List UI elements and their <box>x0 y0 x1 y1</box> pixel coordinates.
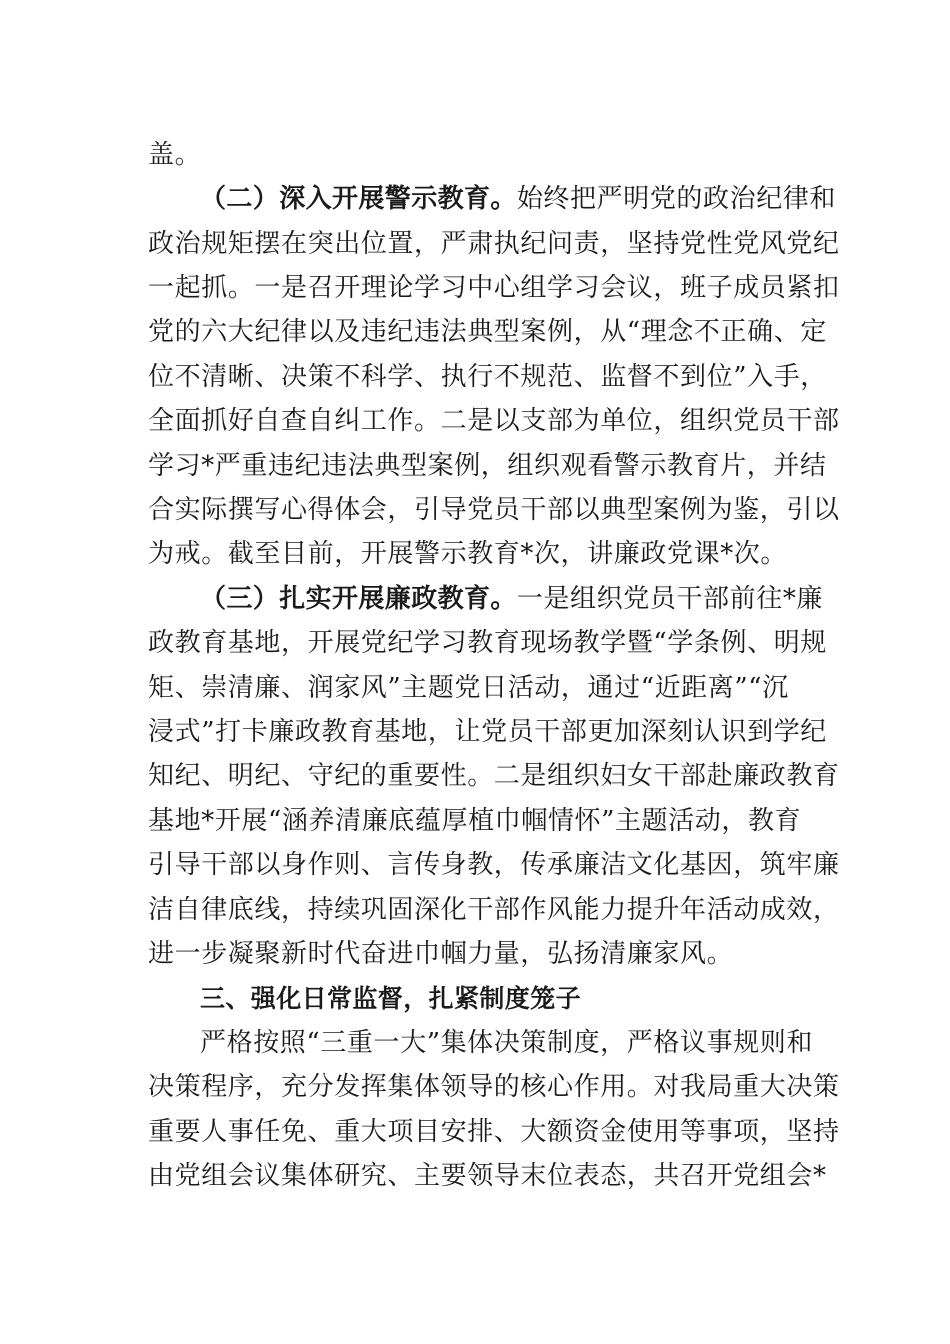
section-3-line: 浸式”打卡廉政教育基地，让党员干部更加深刻认识到学纪 <box>148 717 827 747</box>
section-2-line: 学习*严重违纪违法典型案例，组织观看警示教育片，并结 <box>148 451 827 481</box>
section-2-line: 全面抓好自查自纠工作。二是以支部为单位，组织党员干部 <box>148 406 840 436</box>
section-3-line: 引导干部以身作则、言传身教，传承廉洁文化基因，筑牢廉 <box>148 850 840 880</box>
section-2-line: 政治规矩摆在突出位置，严肃执纪问责，坚持党性党风党纪 <box>148 229 840 259</box>
section-2-line: 为戒。截至目前，开展警示教育*次，讲廉政党课*次。 <box>148 539 788 569</box>
section-2-line: 一起抓。一是召开理论学习中心组学习会议，班子成员紧扣 <box>148 273 840 303</box>
section-2-line: 合实际撰写心得体会，引导党员干部以典型案例为鉴，引以 <box>148 495 840 525</box>
section-2-line: 位不清晰、决策不科学、执行不规范、监督不到位”入手， <box>148 362 827 392</box>
part-3-line: 严格按照“三重一大”集体决策制度，严格议事规则和 <box>200 1028 813 1058</box>
part-3-line: 重要人事任免、重大项目安排、大额资金使用等事项，坚持 <box>148 1117 840 1147</box>
section-3-line-1-text: 一是组织党员干部前往*廉 <box>516 584 824 614</box>
section-2-heading: （二）深入开展警示教育。 <box>200 184 517 214</box>
part-3-heading: 三、强化日常监督，扎紧制度笼子 <box>200 984 582 1013</box>
part-3-line: 决策程序，充分发挥集体领导的核心作用。对我局重大决策 <box>148 1072 840 1102</box>
section-3-first-line <box>200 583 823 615</box>
section-3-line: 矩、崇清廉、润家风”主题党日活动，通过“近距离”“沉 <box>148 673 789 703</box>
section-3-line: 知纪、明纪、守纪的重要性。二是组织妇女干部赴廉政教育 <box>148 761 840 791</box>
paragraph-line: 盖。 <box>148 140 202 170</box>
section-2-line-1-text: 始终把严明党的政治纪律和 <box>516 184 837 214</box>
section-3-line: 洁自律底线，持续巩固深化干部作风能力提升年活动成效， <box>148 895 840 925</box>
section-3-line: 基地*开展“涵养清廉底蕴厚植巾帼情怀”主题活动，教育 <box>148 806 802 836</box>
part-3-line: 由党组会议集体研究、主要领导末位表态，共召开党组会* <box>148 1161 827 1191</box>
section-2-line: 党的六大纪律以及违纪违法典型案例，从“理念不正确、定 <box>148 317 827 347</box>
section-3-line: 政教育基地，开展党纪学习教育现场教学暨“学条例、明规 <box>148 628 827 658</box>
section-2-first-line <box>200 183 836 215</box>
section-3-heading: （三）扎实开展廉政教育。 <box>200 584 517 614</box>
section-3-line: 进一步凝聚新时代奋进巾帼力量，弘扬清廉家风。 <box>148 939 734 969</box>
